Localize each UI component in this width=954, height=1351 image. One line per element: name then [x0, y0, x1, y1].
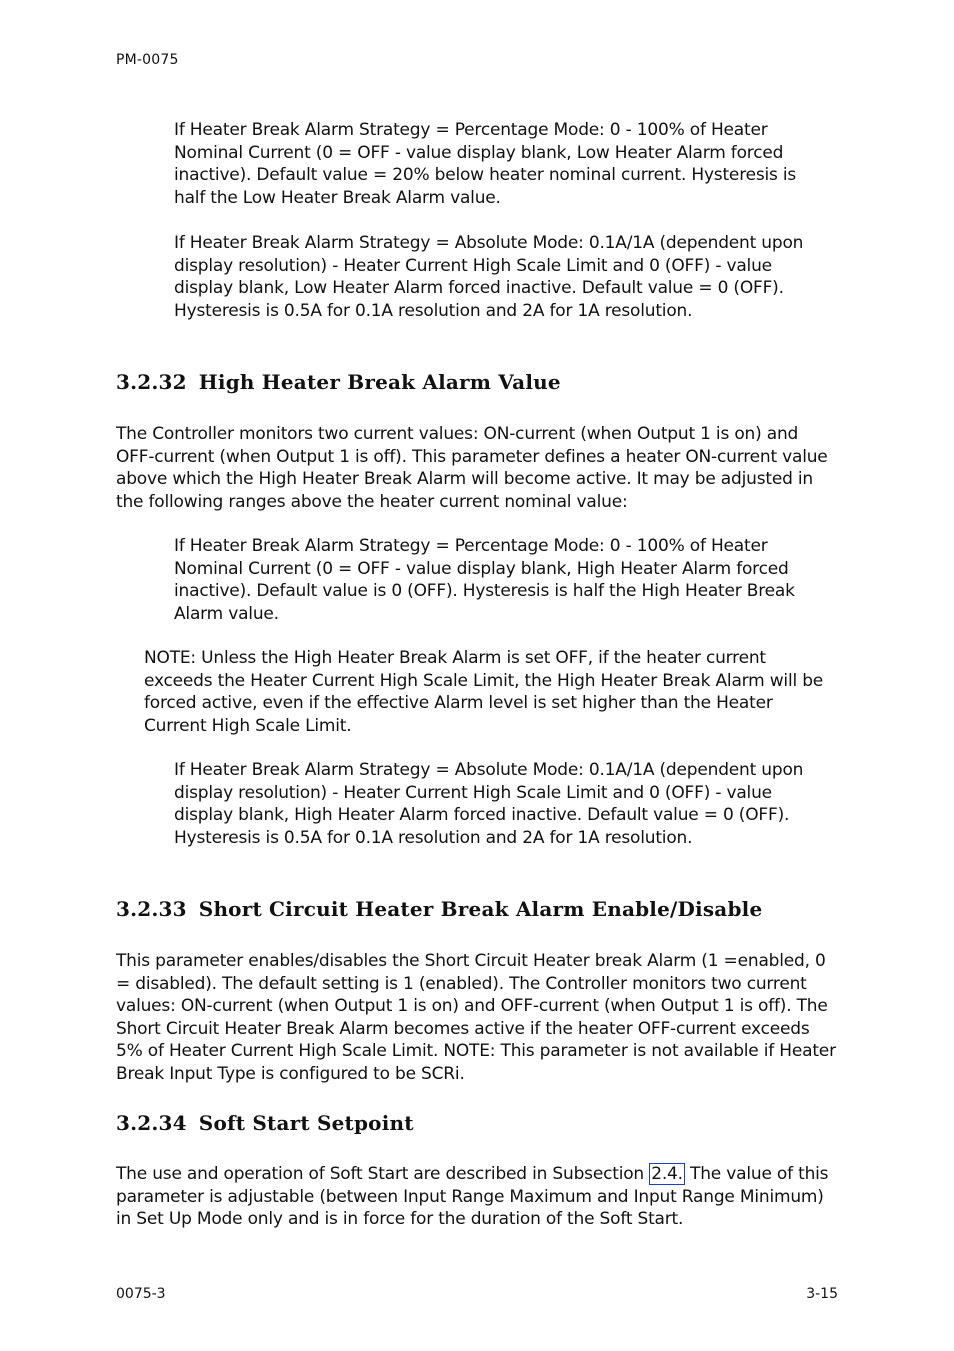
paragraph-short-circuit: This parameter enables/disables the Short Circuit Heater break Alarm (1 =enabled, 0 = disabled). The default setting is 1 (enabled). The Controller monitors two current values: ON-current (when Output 1 is on) and OFF-current (when Output 1 is off). The Short Circuit Heater Break Alarm becomes active if the heater OFF-current exceeds 5% of Heater Current High Scale Limit. NOTE: This parameter is not available if Heater Break Input Type is configured to be SCRi. [116, 951, 836, 1084]
section-heading-3-2-33 [116, 897, 762, 921]
paragraph-soft-start [116, 1163, 836, 1231]
footer-doc-code: 0075-3 [116, 1286, 166, 1302]
section-title: Soft Start Setpoint [198, 1111, 414, 1135]
section-number: 3.2.33 [116, 897, 187, 921]
section-title: Short Circuit Heater Break Alarm Enable/Disable [198, 897, 763, 921]
soft-start-text-pre: The use and operation of Soft Start are described in Subsection [116, 1164, 650, 1184]
paragraph-low-percentage-mode: If Heater Break Alarm Strategy = Percentage Mode: 0 - 100% of Heater Nominal Current (0 = OFF - value display blank, Low Heater Alarm forced inactive). Default value = 20% below heater nominal current. Hysteresis is half the Low Heater Break Alarm value. [174, 120, 797, 208]
paragraph-high-percentage-mode: If Heater Break Alarm Strategy = Percentage Mode: 0 - 100% of Heater Nominal Current (0 = OFF - value display blank, High Heater Alarm forced inactive). Default value is 0 (OFF). Hysteresis is half the High Heater Break Alarm value. [174, 536, 795, 624]
section-number: 3.2.32 [116, 370, 187, 394]
soft-start-text-post: The value of this parameter is adjustable (between Input Range Maximum and Input Range Minimum) in Set Up Mode only and is in force for the duration of the Soft Start. [116, 1164, 829, 1229]
paragraph-low-absolute-mode: If Heater Break Alarm Strategy = Absolute Mode: 0.1A/1A (dependent upon display resolution) - Heater Current High Scale Limit and 0 (OFF) - value display blank, Low Heater Alarm forced inactive. Default value = 0 (OFF). Hysteresis is 0.5A for 0.1A resolution and 2A for 1A resolution. [174, 233, 804, 321]
section-heading-3-2-34 [116, 1111, 414, 1135]
paragraph-high-absolute-mode: If Heater Break Alarm Strategy = Absolute Mode: 0.1A/1A (dependent upon display resolution) - Heater Current High Scale Limit and 0 (OFF) - value display blank, High Heater Alarm forced inactive. Default value = 0 (OFF). Hysteresis is 0.5A for 0.1A resolution and 2A for 1A resolution. [174, 760, 804, 848]
document-id: PM-0075 [116, 52, 179, 68]
paragraph-high-alarm-intro: The Controller monitors two current values: ON-current (when Output 1 is on) and OFF-current (when Output 1 is off). This parameter defines a heater ON-current value above which the High Heater Break Alarm will become active. It may be adjusted in the following ranges above the heater current nominal value: [116, 424, 828, 512]
section-heading-3-2-32 [116, 370, 561, 394]
subsection-link[interactable]: 2.4. [651, 1164, 683, 1184]
paragraph-note: NOTE: Unless the High Heater Break Alarm is set OFF, if the heater current exceeds the Heater Current High Scale Limit, the High Heater Break Alarm will be forced active, even if the effective Alarm level is set higher than the Heater Current High Scale Limit. [144, 648, 824, 736]
section-number: 3.2.34 [116, 1111, 187, 1135]
section-title: High Heater Break Alarm Value [198, 370, 561, 394]
footer-page-number: 3-15 [806, 1286, 838, 1302]
